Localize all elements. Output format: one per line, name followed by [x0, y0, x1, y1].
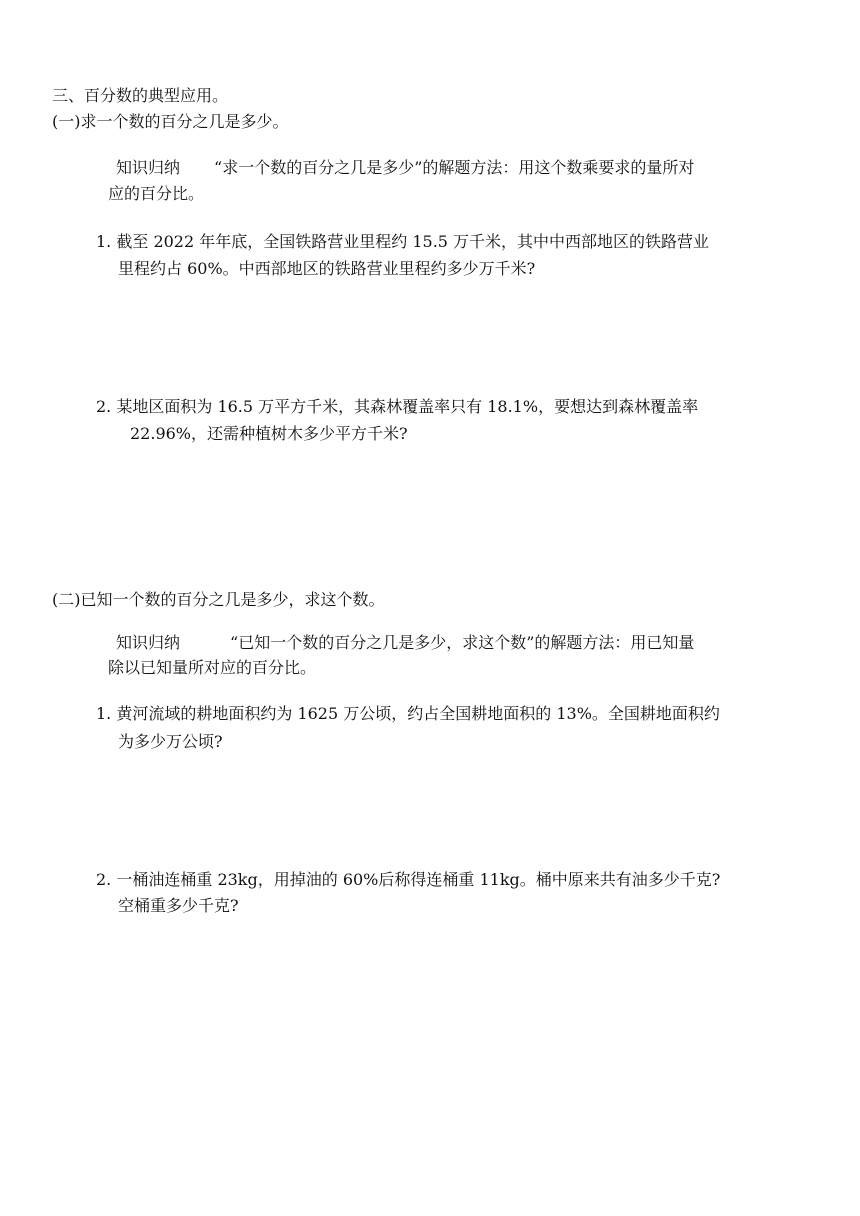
part2-knowledge-first-line: [116, 632, 694, 654]
part1-knowledge-label: 知识归纳: [116, 158, 181, 177]
part2-question-2-line1: 2. 一桶油连桶重 23kg，用掉油的 60%后称得连桶重 11kg。桶中原来共有油多少千克?: [96, 870, 721, 889]
part2-knowledge-text-line1: “已知一个数的百分之几是多少，求这个数”的解题方法：用已知量: [230, 633, 695, 652]
part1-question-2-line1: 2. 某地区面积为 16.5 万平方千米，其森林覆盖率只有 18.1%，要想达到森林覆盖率: [96, 397, 699, 416]
part1-knowledge-text-line1: “求一个数的百分之几是多少”的解题方法：用这个数乘要求的量所对: [214, 158, 695, 177]
part2-question-2-line2: 空桶重多少千克?: [118, 896, 239, 915]
part2-question-1-line2: 为多少万公顷?: [118, 732, 223, 751]
part1-question-2-line2: 22.96%，还需种植树木多少平方千米?: [130, 424, 408, 443]
part1-question-1-line2: 里程约占 60%。中西部地区的铁路营业里程约多少万千米?: [118, 259, 536, 278]
part2-knowledge-text-line2: 除以已知量所对应的百分比。: [108, 658, 317, 677]
part1-knowledge-text-line2: 应的百分比。: [108, 184, 205, 203]
section-title: 三、百分数的典型应用。: [52, 86, 229, 105]
part2-question-1-line1: 1. 黄河流域的耕地面积约为 1625 万公顷，约占全国耕地面积的 13%。全国耕地面积约: [96, 704, 720, 723]
part2-knowledge-label: 知识归纳: [116, 633, 181, 652]
part1-question-1-line1: 1. 截至 2022 年年底，全国铁路营业里程约 15.5 万千米，其中中西部地区的铁路营业: [96, 232, 710, 251]
part2-heading: (二)已知一个数的百分之几是多少，求这个数。: [52, 590, 385, 609]
part1-heading: (一)求一个数的百分之几是多少。: [52, 112, 289, 131]
part1-knowledge-first-line: [116, 157, 694, 179]
